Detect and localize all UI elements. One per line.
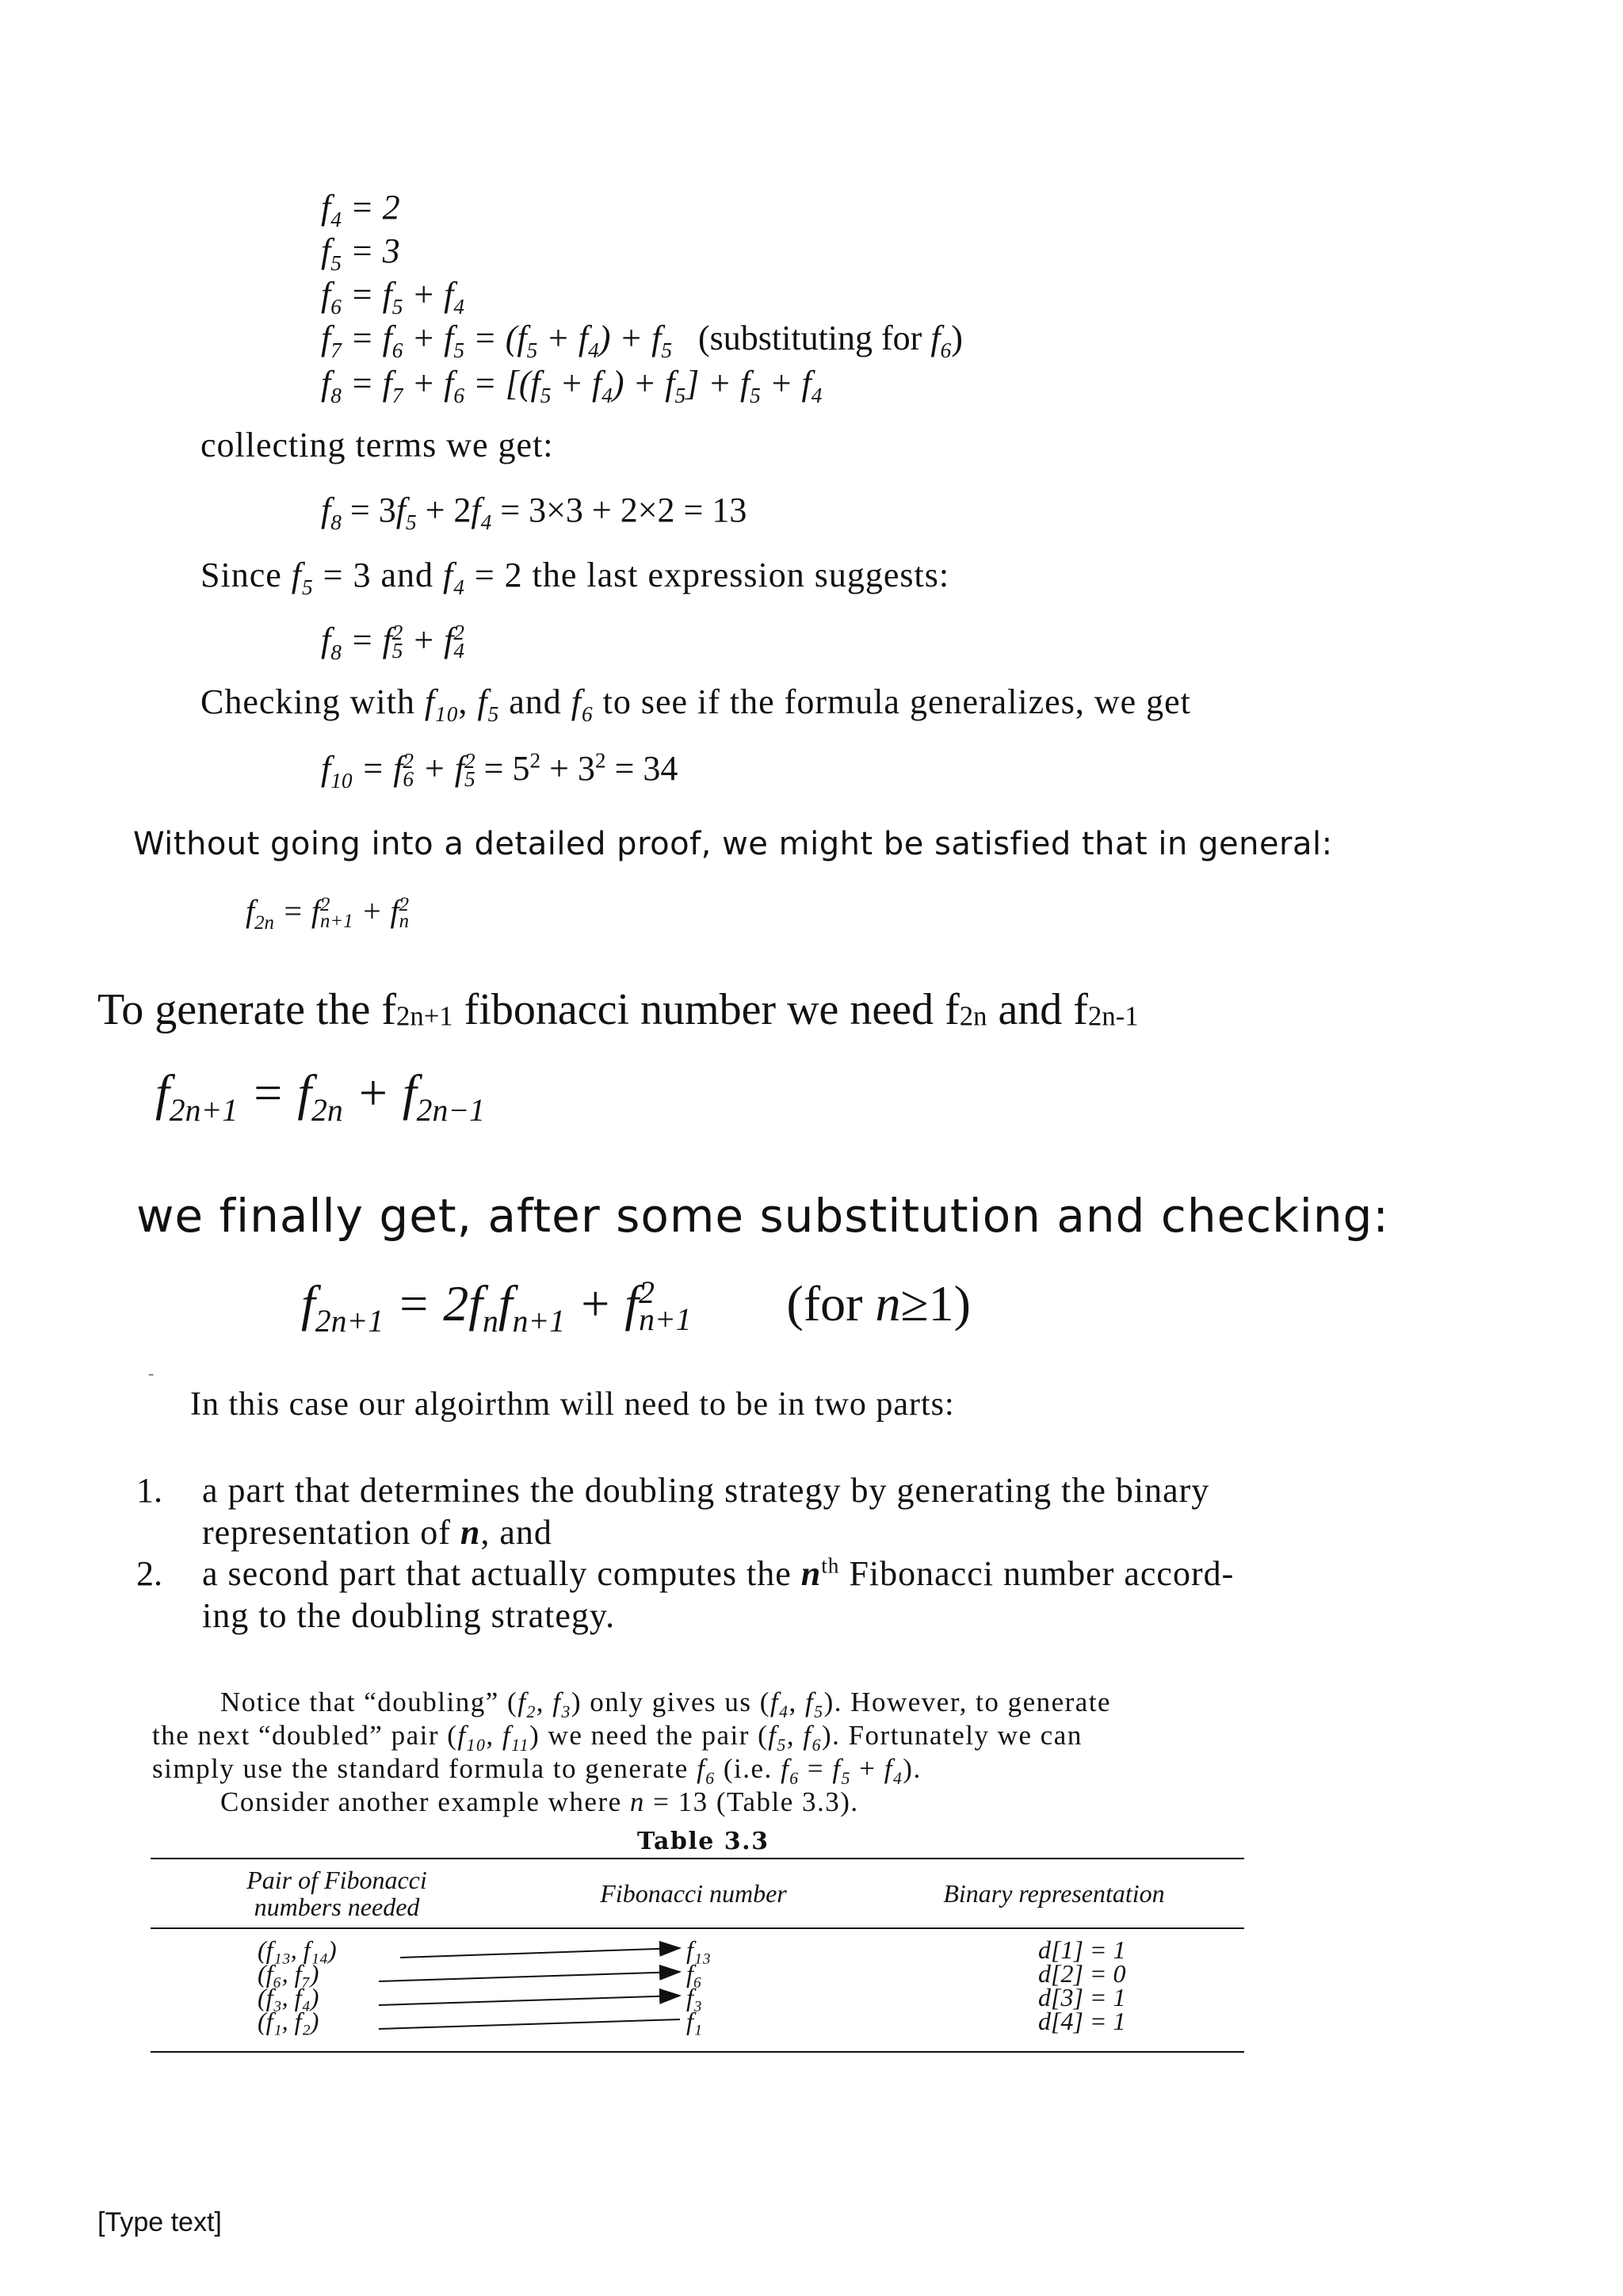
fib-cell: f₃ — [686, 1983, 703, 2011]
checking-text: Checking with $f_{10}$, $f_5$ and $f_6$ to see if the formula generalizes, we get — [200, 682, 1191, 726]
notice-line3: simply use the standard formula to generate $f_6$ (i.e. $f_6 = f_5 + f_4$). — [152, 1753, 922, 1788]
table-header-pair: Pair of Fibonacci numbers needed — [246, 1866, 427, 1921]
binary-cell: d[2] = 0 — [1038, 1959, 1126, 1988]
notice-line4: Consider another example where n = 13 (Table 3.3). — [220, 1786, 859, 1817]
arrow-line — [379, 1972, 680, 1981]
eq-f2n: $f_{2n} = f$ 2 n+1 + f 2 n — [246, 893, 410, 934]
pair-cell: (f₁, f₂) — [258, 2007, 319, 2035]
eq-f2n-plus-1: $f_{2n+1} = f_{2n} + f_{2n-1}$ — [155, 1064, 485, 1128]
arrow-line — [379, 1996, 680, 2005]
binary-cell: d[1] = 1 — [1038, 1935, 1126, 1964]
table-header-binary: Binary representation — [943, 1879, 1165, 1908]
stray-mark: ‐ — [148, 1363, 155, 1383]
eq-f5: $f_5 = 3$ — [321, 231, 400, 275]
list-num-2: 2. — [136, 1554, 162, 1593]
fib-cell: f₁₃ — [686, 1935, 712, 1964]
collecting-text: collecting terms we get: — [200, 426, 554, 464]
generate-text: To generate the $f_{2n+1}$ fibonacci number we need $f_{2n}$ and $f_{2n-1}$ — [97, 985, 1139, 1034]
binary-cell: d[3] = 1 — [1038, 1983, 1126, 2011]
without-text: Without going into a detailed proof, we might be satisfied that in general: — [133, 826, 1333, 862]
notice-line2: the next “doubled” pair ($f_{10}$, $f_{11}$) we need the pair ($f_5$, $f_6$). Fortunately we can — [152, 1720, 1083, 1755]
pair-cell: (f₃, f₄) — [258, 1983, 319, 2011]
eq-f10: $f_{10} = f$ 2 6 + f 2 5 = $5^2 + 3^2 = 34$ — [321, 748, 678, 793]
eq-f6: $f_6 = f_5 + f_4$ — [321, 275, 464, 319]
fib-cell: f₆ — [686, 1959, 703, 1988]
footer-type-text[interactable]: [Type text] — [97, 2207, 222, 2237]
eq-final: $f_{2n+1} = 2f_nf_{n+1} + f$ 2 n+1 (for n≥1) — [301, 1275, 971, 1339]
fib-cell: f₁ — [686, 2007, 703, 2035]
list-num-1: 1. — [136, 1471, 162, 1510]
eq-f8-expanded: $f_8 = f_7 + f_6 = [(f_5 + f_4) + f_5] + f_5 + f_4$ — [321, 364, 823, 407]
list-item-1-line1: a part that determines the doubling strategy by generating the binary — [202, 1471, 1210, 1510]
list-item-2-line1: a second part that actually computes the $n^{th}$ Fibonacci number accord- — [202, 1553, 1235, 1593]
arrow-line — [379, 2019, 680, 2029]
eq-f8-collected: $f_8 = 3f_5 + 2f_4 = 3\times 3 + 2\times 2 = 13$ — [321, 491, 747, 534]
eq-f8-squares: $f_8 = f$ 2 5 + f 2 4 — [321, 620, 464, 664]
binary-cell: d[4] = 1 — [1038, 2007, 1126, 2035]
table-header-fib: Fibonacci number — [600, 1879, 787, 1908]
finally-text: we finally get, after some substitution and checking: — [136, 1189, 1389, 1243]
eq-f7: $f_7 = f_6 + f_5 = (f_5 + f_4) + f_5$ (substituting for $f_6$) — [321, 319, 963, 362]
list-item-1-line2: representation of n, and — [202, 1513, 552, 1552]
notice-line1: Notice that “doubling” ($f_2$, $f_3$) only gives us ($f_4$, $f_5$). However, to generate — [220, 1687, 1112, 1721]
arrow-line — [400, 1948, 680, 1958]
list-item-2-line2: ing to the doubling strategy. — [202, 1596, 616, 1635]
pair-cell: (f₁₃, f₁₄) — [258, 1935, 337, 1964]
eq-f4: $f_4 = 2$ — [321, 188, 400, 231]
pair-cell: (f₆, f₇) — [258, 1959, 319, 1988]
algo-intro: In this case our algoirthm will need to be in two parts: — [190, 1386, 955, 1423]
since-text: Since $f_5 = 3$ and $f_4 = 2$ the last expression suggests: — [200, 556, 950, 599]
table-caption: Table 3.3 — [637, 1828, 769, 1855]
